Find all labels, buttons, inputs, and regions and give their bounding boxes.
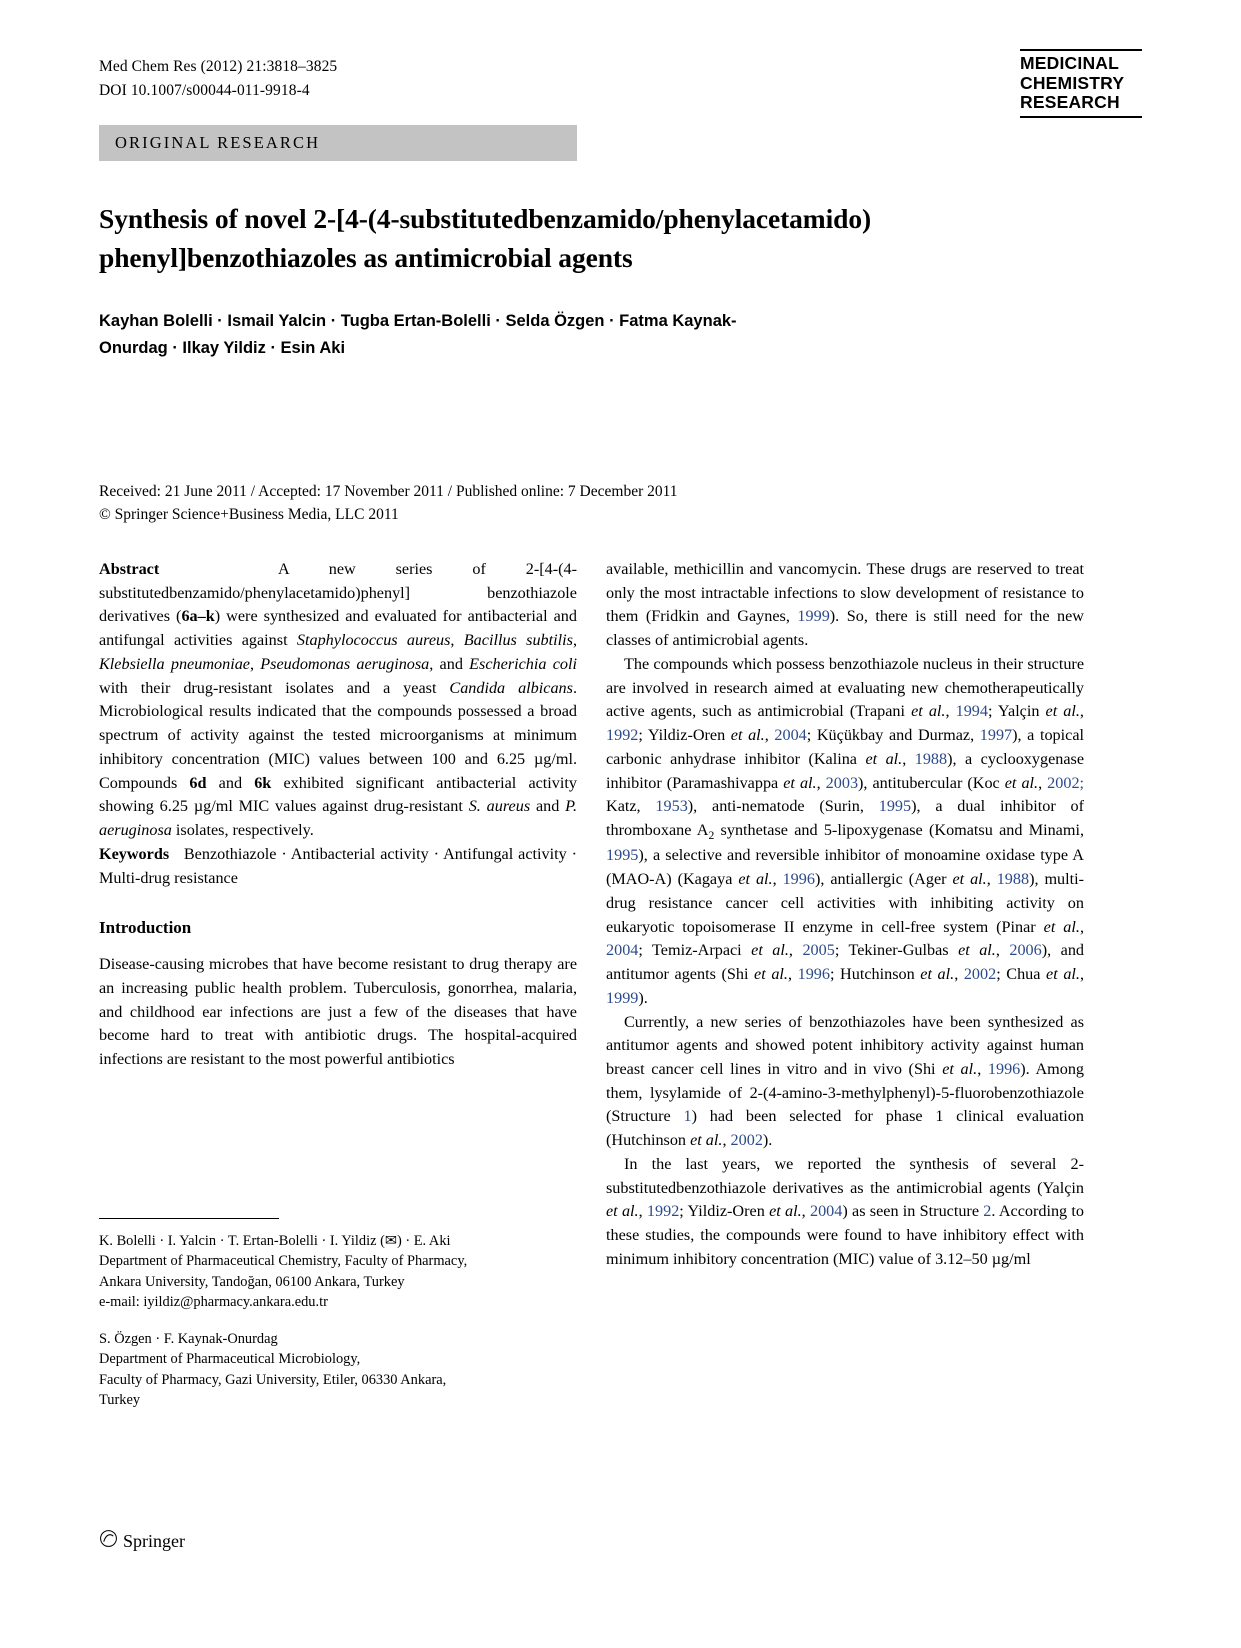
journal-logo-line-2: CHEMISTRY — [1020, 72, 1125, 93]
citation-line-1: Med Chem Res (2012) 21:3818–3825 — [99, 58, 338, 75]
keywords-label: Keywords — [99, 844, 170, 863]
column-left — [99, 558, 577, 1072]
publication-dates: Received: 21 June 2011 / Accepted: 17 November 2011 / Published online: 7 December 2011 — [99, 483, 678, 500]
affiliation-footnote — [99, 1218, 577, 1427]
journal-logo — [1020, 49, 1142, 118]
affiliation-1-line-3: Ankara University, Tandoğan, 06100 Ankara, Turkey — [99, 1273, 405, 1290]
affiliation-block-1 — [99, 1231, 577, 1313]
citation-line-2: DOI 10.1007/s00044-011-9918-4 — [99, 82, 310, 100]
intro-paragraph-2: The compounds which possess benzothiazole nucleus in their structure are involved in research aimed at evaluating new chemotherapeutically active agents, such as antimicrobial (Trapani et al., 1994; Yalçin et al., 1992; Yildiz-Oren et al., 2004; Küçükbay and Durmaz, 1997), a topical carbonic anhydrase inhibitor (Kalina et al., 1988), a cyclooxygenase inhibitor (Paramashivappa et al., 2003), antitubercular (Koc et al., 2002; Katz, 1953), anti-nematode (Surin, 1995), a dual inhibitor of thromboxane $A_2$ synthetase and 5-lipoxygenase (Komatsu and Minami, 1995), a selective and reversible inhibitor of monoamine oxidase type A (MAO-A) (Kagaya et al., 1996), antiallergic (Ager et al., 1988), multi-drug resistance cancer cell activities with inhibiting activity on eukaryotic topoisomerase II enzyme in cell-free system (Pinar et al., 2004; Temiz-Arpaci et al., 2005; Tekiner-Gulbas et al., 2006), and antitumor agents (Shi et al., 1996; Hutchinson et al., 2002; Chua et al., 1999). — [606, 654, 1085, 1007]
affiliation-block-2 — [99, 1329, 577, 1411]
affiliation-2-line-4: Turkey — [99, 1392, 141, 1409]
publisher-name: Springer — [123, 1531, 185, 1551]
journal-logo-line-1: MEDICINAL — [1020, 53, 1120, 73]
column-right — [606, 558, 1084, 1272]
publication-info — [99, 480, 899, 527]
affiliation-2-line-1: S. Özgen · F. Kaynak-Onurdag — [99, 1330, 278, 1347]
page-title: Synthesis of novel 2-[4-(4-substitutedbenzamido/phenylacetamido) phenyl]benzothiazoles as antimicrobial agents — [99, 203, 872, 273]
intro-paragraph-3: Currently, a new series of benzothiazoles have been synthesized as antitumor agents and showed potent inhibitory activity against human breast cancer cell lines in vitro and in vivo (Shi et al., 1996). Among them, lysylamide of 2-(4-amino-3-methylphenyl)-5-fluorobenzothiazole (Structure 1) had been selected for phase 1 clinical evaluation (Hutchinson et al., 2002). — [606, 1012, 1085, 1150]
keywords-paragraph: Keywords Benzothiazole · Antibacterial activity · Antifungal activity · Multi-drug resistance — [99, 844, 577, 887]
affiliation-2-line-2: Department of Pharmaceutical Microbiology, — [99, 1351, 361, 1368]
author-list: Kayhan Bolelli · Ismail Yalcin · Tugba Ertan-Bolelli · Selda Özgen · Fatma Kaynak-Onurdag · Ilkay Yildiz · Esin Aki — [99, 312, 737, 357]
affiliation-1-email[interactable]: e-mail: iyildiz@pharmacy.ankara.edu.tr — [99, 1294, 328, 1311]
intro-paragraph-1: Disease-causing microbes that have become resistant to drug therapy are an increasing public health problem. Tuberculosis, gonorrhea, malaria, and childhood ear infections are just a few of the diseases that have become hard to treat with antibiotic drugs. The hospital-acquired infections are resistant to the most powerful antibiotics — [99, 955, 577, 1069]
springer-logo-icon — [99, 1529, 118, 1554]
journal-logo-line-3: RESEARCH — [1020, 92, 1120, 113]
abstract-label: Abstract — [99, 560, 160, 578]
publisher-mark — [99, 1528, 185, 1553]
affiliation-1-line-2: Department of Pharmaceutical Chemistry, Faculty of Pharmacy, — [99, 1253, 468, 1270]
affiliation-1-line-1: K. Bolelli · I. Yalcin · T. Ertan-Bolelli · I. Yildiz (✉) · E. Aki — [99, 1233, 451, 1249]
abstract-paragraph: Abstract A new series of 2-[4-(4-substitutedbenzamido/phenylacetamido)phenyl] benzothiazole derivatives (6a–k) were synthesized and evaluated for antibacterial and antifungal activities against Staphylococcus aureus, Bacillus subtilis, Klebsiella pneumoniae, Pseudomonas aeruginosa, and Escherichia coli with their drug-resistant isolates and a yeast Candida albicans. Microbiological results indicated that the compounds possessed a broad spectrum of activity against the tested microorganisms at minimum inhibitory concentration (MIC) values between 100 and 6.25 µg/ml. Compounds 6d and 6k exhibited significant antibacterial activity showing 6.25 µg/ml MIC values against drug-resistant S. aureus and P. aeruginosa isolates, respectively. — [99, 560, 577, 840]
section-heading-introduction: Introduction — [99, 918, 192, 938]
footnote-divider — [99, 1218, 279, 1219]
affiliation-2-line-3: Faculty of Pharmacy, Gazi University, Etiler, 06330 Ankara, — [99, 1371, 447, 1388]
copyright-line: © Springer Science+Business Media, LLC 2011 — [99, 506, 399, 524]
journal-citation — [99, 55, 337, 103]
page-header — [99, 55, 1142, 118]
intro-paragraph-1-cont: available, methicillin and vancomycin. These drugs are reserved to treat only the most intractable infections to slow development of resistance to them (Fridkin and Gaynes, 1999). So, there is still need for the new classes of antimicrobial agents. — [606, 560, 1084, 650]
intro-paragraph-4: In the last years, we reported the synthesis of several 2-substitutedbenzothiazole derivatives as the antimicrobial agents (Yalçin et al., 1992; Yildiz-Oren et al., 2004) as seen in Structure 2. According to these studies, the compounds were found to have inhibitory effect with minimum inhibitory concentration (MIC) value of 3.12–50 µg/ml — [606, 1154, 1085, 1268]
article-type-banner: ORIGINAL RESEARCH — [99, 125, 577, 161]
